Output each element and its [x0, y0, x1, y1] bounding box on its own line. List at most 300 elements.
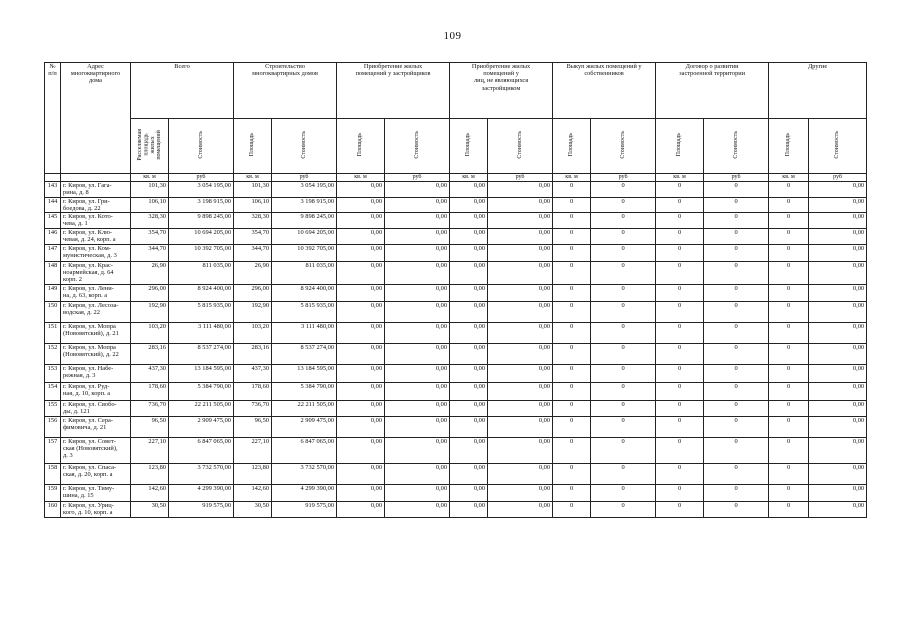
- row-cell: 0: [704, 213, 769, 229]
- row-number: 153: [45, 364, 61, 382]
- row-cell: 0: [704, 228, 769, 244]
- row-cell: 283,16: [234, 343, 272, 364]
- row-cell: 0: [553, 322, 591, 343]
- row-cell: 101,30: [131, 182, 169, 198]
- row-cell: 811 035,00: [272, 261, 337, 284]
- row-cell: 0,00: [809, 228, 867, 244]
- subheader-area: Площадь: [450, 119, 488, 174]
- row-cell: 2 909 475,00: [272, 416, 337, 437]
- row-cell: 0,00: [450, 484, 488, 501]
- col-dev-contract-header: Договор о развитии застроенной территории: [656, 63, 769, 119]
- row-cell: 0,00: [809, 343, 867, 364]
- row-cell: 0,00: [385, 416, 450, 437]
- row-address: г. Киров, ул. Руд- ная, д. 10, корп. а: [61, 382, 131, 400]
- row-cell: 0: [704, 364, 769, 382]
- row-address: г. Киров, ул. Гага- рина, д. 8: [61, 182, 131, 198]
- subheader-area: Площадь: [769, 119, 809, 174]
- row-cell: 9 898 245,00: [272, 213, 337, 229]
- row-cell: 0,00: [337, 382, 385, 400]
- table-row: [45, 463, 867, 484]
- row-cell: 0,00: [488, 197, 553, 213]
- row-cell: 0,00: [337, 400, 385, 416]
- row-cell: 10 694 205,00: [272, 228, 337, 244]
- row-cell: 0: [553, 284, 591, 301]
- row-cell: 22 211 505,00: [169, 400, 234, 416]
- row-cell: 0,00: [450, 343, 488, 364]
- row-cell: 103,20: [234, 322, 272, 343]
- row-cell: 0: [591, 501, 656, 517]
- row-cell: 192,90: [131, 301, 169, 322]
- row-address: г. Киров, ул. Спаса- ская, д. 20, корп. а: [61, 463, 131, 484]
- row-cell: 344,70: [131, 244, 169, 261]
- row-cell: 13 184 595,00: [169, 364, 234, 382]
- row-cell: 0,00: [450, 213, 488, 229]
- row-cell: 0,00: [488, 382, 553, 400]
- row-cell: 0: [553, 463, 591, 484]
- row-cell: 0: [769, 463, 809, 484]
- row-cell: 0,00: [488, 261, 553, 284]
- row-cell: 354,70: [131, 228, 169, 244]
- table-row: [45, 197, 867, 213]
- row-cell: 0: [656, 364, 704, 382]
- row-cell: 0,00: [488, 322, 553, 343]
- subheader-cost: Стоимость: [704, 119, 769, 174]
- row-cell: 0: [656, 484, 704, 501]
- row-cell: 0: [769, 484, 809, 501]
- row-cell: 0,00: [488, 228, 553, 244]
- row-cell: 0: [656, 228, 704, 244]
- row-cell: 0,00: [337, 501, 385, 517]
- row-cell: 0,00: [809, 284, 867, 301]
- subheader-cost: Стоимость: [591, 119, 656, 174]
- row-cell: 0: [704, 463, 769, 484]
- row-cell: 0: [553, 197, 591, 213]
- row-cell: 0: [656, 416, 704, 437]
- row-cell: 0,00: [450, 284, 488, 301]
- row-cell: 0,00: [337, 437, 385, 463]
- row-cell: 0,00: [385, 197, 450, 213]
- row-cell: 0: [769, 437, 809, 463]
- unit-rub: руб: [169, 174, 234, 182]
- row-cell: 0: [704, 197, 769, 213]
- row-cell: 10 392 705,00: [272, 244, 337, 261]
- col-address-header: Адрес многоквартирного дома: [61, 63, 131, 174]
- row-cell: 0: [553, 228, 591, 244]
- unit-rub: руб: [385, 174, 450, 182]
- row-cell: 296,00: [234, 284, 272, 301]
- row-address: г. Киров, ул. Мопра (Нововятский), д. 22: [61, 343, 131, 364]
- row-cell: 96,50: [131, 416, 169, 437]
- row-cell: 0: [656, 382, 704, 400]
- row-cell: 0: [769, 228, 809, 244]
- row-cell: 0: [591, 182, 656, 198]
- row-cell: 0,00: [488, 301, 553, 322]
- row-number: 143: [45, 182, 61, 198]
- row-cell: 0,00: [385, 284, 450, 301]
- table-row: [45, 322, 867, 343]
- row-cell: 0,00: [337, 213, 385, 229]
- table-body: [45, 182, 867, 518]
- row-cell: 0: [591, 213, 656, 229]
- unit-rub: руб: [272, 174, 337, 182]
- row-cell: 919 575,00: [169, 501, 234, 517]
- row-cell: 0,00: [450, 463, 488, 484]
- row-cell: 0: [591, 463, 656, 484]
- row-cell: 9 898 245,00: [169, 213, 234, 229]
- row-cell: 0: [656, 343, 704, 364]
- row-number: 157: [45, 437, 61, 463]
- row-cell: 0: [591, 416, 656, 437]
- row-cell: 8 924 400,00: [272, 284, 337, 301]
- row-cell: 0: [656, 182, 704, 198]
- resettlement-table: [44, 62, 867, 518]
- unit-area: кв. м: [553, 174, 591, 182]
- row-cell: 5 384 790,00: [272, 382, 337, 400]
- row-cell: 142,60: [131, 484, 169, 501]
- row-cell: 227,10: [131, 437, 169, 463]
- row-cell: 8 537 274,00: [272, 343, 337, 364]
- row-cell: 3 198 915,00: [272, 197, 337, 213]
- unit-area: кв. м: [769, 174, 809, 182]
- row-cell: 142,60: [234, 484, 272, 501]
- row-cell: 0: [656, 301, 704, 322]
- row-cell: 3 111 480,00: [169, 322, 234, 343]
- row-cell: 328,30: [234, 213, 272, 229]
- row-cell: 0,00: [337, 301, 385, 322]
- table-row: [45, 244, 867, 261]
- row-number: 150: [45, 301, 61, 322]
- row-cell: 328,30: [131, 213, 169, 229]
- row-cell: 0,00: [450, 437, 488, 463]
- table-row: [45, 228, 867, 244]
- row-cell: 0: [591, 261, 656, 284]
- row-cell: 0,00: [809, 244, 867, 261]
- row-cell: 5 815 935,00: [272, 301, 337, 322]
- row-cell: 0: [656, 244, 704, 261]
- row-cell: 0: [769, 364, 809, 382]
- row-cell: 0,00: [337, 284, 385, 301]
- row-cell: 0,00: [337, 261, 385, 284]
- row-cell: 0,00: [488, 244, 553, 261]
- row-cell: 123,80: [131, 463, 169, 484]
- row-cell: 437,30: [234, 364, 272, 382]
- row-cell: 0: [704, 284, 769, 301]
- table-row: [45, 400, 867, 416]
- row-cell: 0: [704, 261, 769, 284]
- subheader-cost: Стоимость: [272, 119, 337, 174]
- row-cell: 0,00: [337, 197, 385, 213]
- row-cell: 0,00: [450, 182, 488, 198]
- row-cell: 13 184 595,00: [272, 364, 337, 382]
- row-cell: 4 299 390,00: [272, 484, 337, 501]
- row-cell: 0: [553, 261, 591, 284]
- row-cell: 101,30: [234, 182, 272, 198]
- subheader-cost: Стоимость: [488, 119, 553, 174]
- row-cell: 0,00: [809, 213, 867, 229]
- row-cell: 0,00: [450, 228, 488, 244]
- row-address: г. Киров, ул. Гри- боедова, д. 22: [61, 197, 131, 213]
- row-cell: 0,00: [809, 182, 867, 198]
- row-cell: 6 847 065,00: [272, 437, 337, 463]
- row-address: г. Киров, ул. Сера- фимовича, д. 21: [61, 416, 131, 437]
- row-cell: 0,00: [385, 213, 450, 229]
- row-cell: 10 694 205,00: [169, 228, 234, 244]
- row-address: г. Киров, ул. Крас- ноармейская, д. 64 корп. 2: [61, 261, 131, 284]
- row-cell: 178,60: [234, 382, 272, 400]
- row-address: г. Киров, ул. Клю- чевая, д. 24, корп. а: [61, 228, 131, 244]
- row-cell: 0,00: [450, 364, 488, 382]
- row-cell: 0: [704, 343, 769, 364]
- row-cell: 3 732 570,00: [272, 463, 337, 484]
- row-cell: 0: [591, 197, 656, 213]
- row-number: 155: [45, 400, 61, 416]
- row-cell: 0,00: [488, 343, 553, 364]
- row-number: 146: [45, 228, 61, 244]
- row-cell: 0,00: [385, 400, 450, 416]
- row-cell: 0: [553, 182, 591, 198]
- row-cell: 0: [591, 284, 656, 301]
- row-cell: 30,50: [234, 501, 272, 517]
- row-cell: 0,00: [488, 364, 553, 382]
- row-cell: 0: [769, 301, 809, 322]
- row-cell: 0,00: [809, 364, 867, 382]
- row-cell: 0,00: [809, 301, 867, 322]
- unit-area: кв. м: [656, 174, 704, 182]
- row-cell: 0: [704, 382, 769, 400]
- row-cell: 0,00: [809, 501, 867, 517]
- row-cell: 227,10: [234, 437, 272, 463]
- row-address: г. Киров, ул. Совет- ская (Нововятский), д. 3: [61, 437, 131, 463]
- row-cell: 0,00: [809, 484, 867, 501]
- row-cell: 0: [769, 322, 809, 343]
- row-cell: 0,00: [809, 416, 867, 437]
- row-cell: 22 211 505,00: [272, 400, 337, 416]
- row-cell: 0,00: [488, 213, 553, 229]
- row-cell: 123,80: [234, 463, 272, 484]
- row-cell: 0: [769, 501, 809, 517]
- row-cell: 0: [553, 484, 591, 501]
- row-address: г. Киров, ул. Лени- на, д. 63, корп. а: [61, 284, 131, 301]
- table-row: [45, 382, 867, 400]
- row-cell: 0,00: [450, 416, 488, 437]
- subheader-cost: Стоимость: [809, 119, 867, 174]
- row-cell: 0,00: [385, 463, 450, 484]
- row-cell: 0: [769, 400, 809, 416]
- row-cell: 736,70: [131, 400, 169, 416]
- row-cell: 30,50: [131, 501, 169, 517]
- table-row: [45, 284, 867, 301]
- row-cell: 0,00: [337, 182, 385, 198]
- row-cell: 0: [656, 197, 704, 213]
- units-blank: [61, 174, 131, 182]
- row-cell: 0: [591, 437, 656, 463]
- row-cell: 344,70: [234, 244, 272, 261]
- row-cell: 0,00: [488, 501, 553, 517]
- row-number: 158: [45, 463, 61, 484]
- row-cell: 296,00: [131, 284, 169, 301]
- row-number: 159: [45, 484, 61, 501]
- row-cell: 0: [591, 364, 656, 382]
- row-cell: 0,00: [385, 244, 450, 261]
- row-cell: 0: [591, 382, 656, 400]
- row-cell: 0,00: [450, 501, 488, 517]
- row-address: г. Киров, ул. Набе- режная, д. 3: [61, 364, 131, 382]
- row-cell: 0: [769, 284, 809, 301]
- row-cell: 0,00: [488, 484, 553, 501]
- row-cell: 0: [704, 322, 769, 343]
- row-number: 147: [45, 244, 61, 261]
- row-cell: 0,00: [809, 261, 867, 284]
- row-address: г. Киров, ул. Кото- чева, д. 1: [61, 213, 131, 229]
- row-cell: 0,00: [385, 261, 450, 284]
- row-cell: 0: [553, 301, 591, 322]
- row-cell: 0: [704, 437, 769, 463]
- row-cell: 0: [591, 400, 656, 416]
- col-construction-header: Строительство многоквартирных домов: [234, 63, 337, 119]
- row-cell: 0: [656, 437, 704, 463]
- row-cell: 0,00: [450, 301, 488, 322]
- row-cell: 0: [656, 213, 704, 229]
- row-cell: 0,00: [450, 382, 488, 400]
- row-cell: 0,00: [385, 364, 450, 382]
- row-cell: 0: [553, 382, 591, 400]
- row-cell: 919 575,00: [272, 501, 337, 517]
- row-cell: 10 392 705,00: [169, 244, 234, 261]
- row-cell: 103,20: [131, 322, 169, 343]
- page-number: 109: [443, 30, 462, 42]
- row-cell: 106,10: [234, 197, 272, 213]
- row-cell: 0,00: [809, 463, 867, 484]
- row-number: 148: [45, 261, 61, 284]
- row-cell: 8 537 274,00: [169, 343, 234, 364]
- row-address: г. Киров, ул. Лесоза- водская, д. 22: [61, 301, 131, 322]
- table-row: [45, 437, 867, 463]
- row-cell: 0: [704, 501, 769, 517]
- row-cell: 3 732 570,00: [169, 463, 234, 484]
- row-cell: 0,00: [450, 261, 488, 284]
- row-cell: 0: [656, 463, 704, 484]
- row-cell: 26,90: [234, 261, 272, 284]
- col-total-header: Всего: [131, 63, 234, 119]
- row-cell: 2 909 475,00: [169, 416, 234, 437]
- table-row: [45, 501, 867, 517]
- row-cell: 0,00: [337, 364, 385, 382]
- row-cell: 0: [656, 261, 704, 284]
- row-cell: 0: [591, 343, 656, 364]
- row-cell: 4 299 390,00: [169, 484, 234, 501]
- row-cell: 106,10: [131, 197, 169, 213]
- row-number: 156: [45, 416, 61, 437]
- table-row: [45, 364, 867, 382]
- subheader-cost: Стоимость: [169, 119, 234, 174]
- row-cell: 0,00: [809, 400, 867, 416]
- table-row: [45, 213, 867, 229]
- row-cell: 0,00: [385, 382, 450, 400]
- row-cell: 0: [704, 182, 769, 198]
- row-cell: 0,00: [337, 484, 385, 501]
- row-cell: 0,00: [385, 228, 450, 244]
- row-cell: 178,60: [131, 382, 169, 400]
- row-address: г. Киров, ул. Уриц- кого, д. 10, корп. а: [61, 501, 131, 517]
- row-cell: 0,00: [809, 197, 867, 213]
- row-cell: 0,00: [488, 416, 553, 437]
- row-cell: 0,00: [385, 301, 450, 322]
- table-row: [45, 182, 867, 198]
- row-cell: 0,00: [488, 400, 553, 416]
- row-address: г. Киров, ул. Ком- мунистическая, д. 3: [61, 244, 131, 261]
- col-purchase-nondev-header: Приобретение жилых помещений у лиц, не являющихся застройщиком: [450, 63, 553, 119]
- row-number: 149: [45, 284, 61, 301]
- subheader-area: Площадь: [656, 119, 704, 174]
- row-cell: 0: [553, 400, 591, 416]
- unit-rub: руб: [704, 174, 769, 182]
- row-cell: 0,00: [385, 437, 450, 463]
- table-row: [45, 301, 867, 322]
- row-cell: 0,00: [488, 463, 553, 484]
- row-address: г. Киров, ул. Свобо- ды, д. 121: [61, 400, 131, 416]
- row-cell: 26,90: [131, 261, 169, 284]
- row-cell: 0: [591, 484, 656, 501]
- row-cell: 0,00: [337, 244, 385, 261]
- row-cell: 0: [769, 343, 809, 364]
- unit-area: кв. м: [131, 174, 169, 182]
- row-cell: 0,00: [385, 343, 450, 364]
- unit-area: кв. м: [337, 174, 385, 182]
- row-cell: 0,00: [488, 437, 553, 463]
- row-cell: 0,00: [450, 244, 488, 261]
- row-number: 144: [45, 197, 61, 213]
- row-cell: 0: [704, 484, 769, 501]
- subheader-cost: Стоимость: [385, 119, 450, 174]
- col-num-header: № п/п: [45, 63, 61, 174]
- row-cell: 6 847 065,00: [169, 437, 234, 463]
- row-cell: 0,00: [385, 501, 450, 517]
- table-row: [45, 343, 867, 364]
- row-cell: 0,00: [385, 484, 450, 501]
- row-cell: 0: [656, 501, 704, 517]
- row-cell: 811 035,00: [169, 261, 234, 284]
- row-cell: 0: [591, 322, 656, 343]
- row-cell: 8 924 400,00: [169, 284, 234, 301]
- row-cell: 0: [553, 364, 591, 382]
- col-buyout-header: Выкуп жилых помещений у собственников: [553, 63, 656, 119]
- unit-rub: руб: [488, 174, 553, 182]
- row-cell: 0: [769, 197, 809, 213]
- row-cell: 0,00: [337, 228, 385, 244]
- row-cell: 0: [553, 244, 591, 261]
- row-number: 152: [45, 343, 61, 364]
- row-cell: 283,16: [131, 343, 169, 364]
- row-cell: 192,90: [234, 301, 272, 322]
- row-cell: 0: [553, 343, 591, 364]
- row-cell: 96,50: [234, 416, 272, 437]
- row-cell: 0,00: [809, 382, 867, 400]
- row-cell: 0,00: [337, 322, 385, 343]
- row-cell: 3 111 480,00: [272, 322, 337, 343]
- row-cell: 0: [704, 244, 769, 261]
- row-number: 151: [45, 322, 61, 343]
- row-cell: 0,00: [488, 182, 553, 198]
- subheader-area: Площадь: [553, 119, 591, 174]
- row-cell: 0: [769, 244, 809, 261]
- row-cell: 0: [553, 416, 591, 437]
- row-cell: 3 198 915,00: [169, 197, 234, 213]
- table-row: [45, 416, 867, 437]
- row-cell: 0: [769, 261, 809, 284]
- units-blank: [45, 174, 61, 182]
- row-cell: 0,00: [337, 343, 385, 364]
- row-cell: 0: [591, 301, 656, 322]
